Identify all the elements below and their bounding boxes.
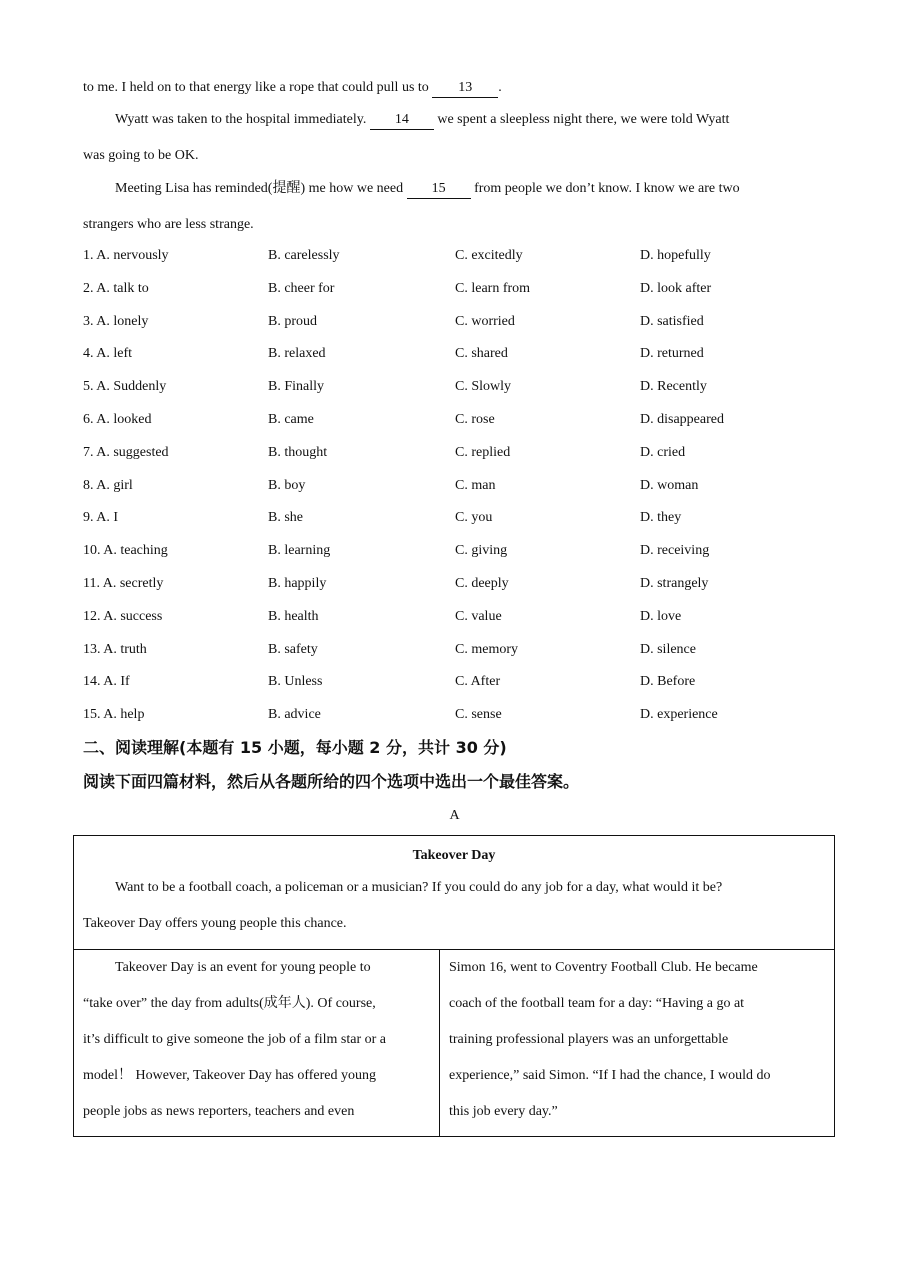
option-c: C. excitedly (455, 248, 523, 263)
table-intro-line-2: Takeover Day offers young people this chance. (83, 916, 347, 931)
table-header-cell (74, 836, 834, 950)
option-c: C. sense (455, 707, 502, 723)
option-c: C. worried (455, 313, 515, 329)
option-row (83, 574, 823, 607)
option-a: 5. A. Suddenly (83, 379, 167, 395)
option-row (83, 705, 823, 738)
option-c: C. shared (455, 346, 508, 362)
option-d: D. experience (640, 707, 718, 723)
option-d: D. love (640, 608, 682, 624)
option-b: B. happily (268, 575, 327, 591)
passage-line-1 (83, 78, 502, 98)
left-cell-line: Takeover Day is an event for young people to (115, 960, 371, 975)
option-b: B. cheer for (268, 280, 335, 296)
option-row (83, 443, 823, 476)
option-c: C. rose (455, 411, 495, 427)
blank-13: 13 (432, 79, 498, 98)
option-c: C. giving (455, 543, 508, 559)
table-right-cell (440, 950, 833, 1136)
option-d: D. hopefully (640, 248, 711, 263)
section-heading: 二、阅读理解(本题有 15 小题，每小题 2 分，共计 30 分) (83, 738, 507, 757)
passage-line-2 (115, 110, 729, 130)
option-b: B. relaxed (268, 346, 326, 362)
passage-text: Wyatt was taken to the hospital immediately. (115, 112, 370, 127)
option-c: C. replied (455, 444, 511, 460)
option-d: D. disappeared (640, 411, 724, 427)
option-d: D. satisfied (640, 313, 704, 329)
option-c: C. man (455, 477, 496, 493)
option-d: D. look after (640, 280, 712, 296)
option-a: 7. A. suggested (83, 444, 169, 460)
option-b: B. came (268, 411, 314, 427)
left-cell-line: “take over” the day from adults(成年人). Of course, (83, 996, 376, 1011)
option-a: 6. A. looked (83, 411, 152, 427)
option-b: B. Unless (268, 674, 323, 690)
option-b: B. boy (268, 477, 306, 493)
option-a: 9. A. I (83, 510, 118, 526)
takeover-day-table (73, 835, 835, 1137)
option-b: B. carelessly (268, 248, 340, 263)
option-row (83, 640, 823, 673)
passage-line-3: was going to be OK. (83, 148, 199, 163)
option-b: B. learning (268, 543, 331, 559)
right-cell-line: training professional players was an unforgettable (449, 1032, 729, 1047)
option-c: C. After (455, 674, 501, 690)
passage-text: we spent a sleepless night there, we were told Wyatt (433, 112, 730, 127)
option-row (83, 246, 823, 279)
option-d: D. cried (640, 444, 686, 460)
option-c: C. memory (455, 641, 518, 657)
option-b: B. she (268, 510, 303, 526)
option-a: 11. A. secretly (83, 575, 164, 591)
option-d: D. strangely (640, 575, 709, 591)
option-row (83, 312, 823, 345)
option-d: D. Before (640, 674, 696, 690)
option-c: C. value (455, 608, 502, 624)
section-instruction: 阅读下面四篇材料，然后从各题所给的四个选项中选出一个最佳答案。 (83, 772, 580, 791)
left-cell-line: people jobs as news reporters, teachers and even (83, 1104, 355, 1119)
option-c: C. deeply (455, 575, 509, 591)
passage-line-5: strangers who are less strange. (83, 217, 254, 232)
option-a: 8. A. girl (83, 477, 133, 493)
table-title: Takeover Day (412, 848, 496, 863)
right-cell-line: coach of the football team for a day: “Having a go at (449, 996, 745, 1011)
option-row (83, 377, 823, 410)
option-b: B. safety (268, 641, 318, 657)
option-d: D. woman (640, 477, 699, 493)
option-a: 15. A. help (83, 707, 145, 723)
option-row (83, 607, 823, 640)
option-row (83, 344, 823, 377)
blank-14: 14 (370, 111, 434, 130)
left-cell-line: it’s difficult to give someone the job of a film star or a (83, 1032, 387, 1047)
left-cell-line: model！ However, Takeover Day has offered young (83, 1068, 377, 1083)
option-c: C. Slowly (455, 379, 512, 395)
passage-text: to me. I held on to that energy like a rope that could pull us to (83, 80, 433, 95)
option-d: D. receiving (640, 543, 710, 559)
right-cell-line: experience,” said Simon. “If I had the chance, I would do (449, 1068, 771, 1083)
option-row (83, 672, 823, 705)
option-row (83, 410, 823, 443)
option-a: 12. A. success (83, 608, 163, 624)
option-a: 4. A. left (83, 346, 132, 362)
option-d: D. Recently (640, 379, 707, 395)
table-intro-line-1: Want to be a football coach, a policeman or a musician? If you could do any job for a day, what would it be? (115, 880, 723, 895)
option-a: 10. A. teaching (83, 543, 168, 559)
option-a: 14. A. If (83, 674, 130, 690)
passage-text: Meeting Lisa has reminded(提醒) me how we need (115, 181, 407, 196)
option-b: B. thought (268, 444, 328, 460)
option-row (83, 279, 823, 312)
option-a: 2. A. talk to (83, 280, 149, 296)
option-c: C. you (455, 510, 493, 526)
option-b: B. advice (268, 707, 321, 723)
passage-line-4 (115, 179, 740, 199)
option-c: C. learn from (455, 280, 531, 296)
blank-15: 15 (407, 180, 471, 199)
options-list (83, 246, 823, 738)
option-row (83, 476, 823, 509)
table-left-cell (74, 950, 440, 1136)
option-a: 13. A. truth (83, 641, 147, 657)
option-b: B. proud (268, 313, 317, 329)
option-row (83, 508, 823, 541)
passage-letter: A (449, 808, 460, 823)
option-d: D. returned (640, 346, 704, 362)
right-cell-line: Simon 16, went to Coventry Football Club. He became (449, 960, 758, 975)
right-cell-line: this job every day.” (449, 1104, 558, 1119)
option-a: 3. A. lonely (83, 313, 149, 329)
option-a: 1. A. nervously (83, 248, 169, 263)
option-row (83, 541, 823, 574)
option-d: D. they (640, 510, 682, 526)
option-d: D. silence (640, 641, 696, 657)
option-b: B. Finally (268, 379, 325, 395)
passage-text: from people we don’t know. I know we are two (470, 181, 740, 196)
passage-text: . (498, 80, 502, 95)
option-b: B. health (268, 608, 319, 624)
